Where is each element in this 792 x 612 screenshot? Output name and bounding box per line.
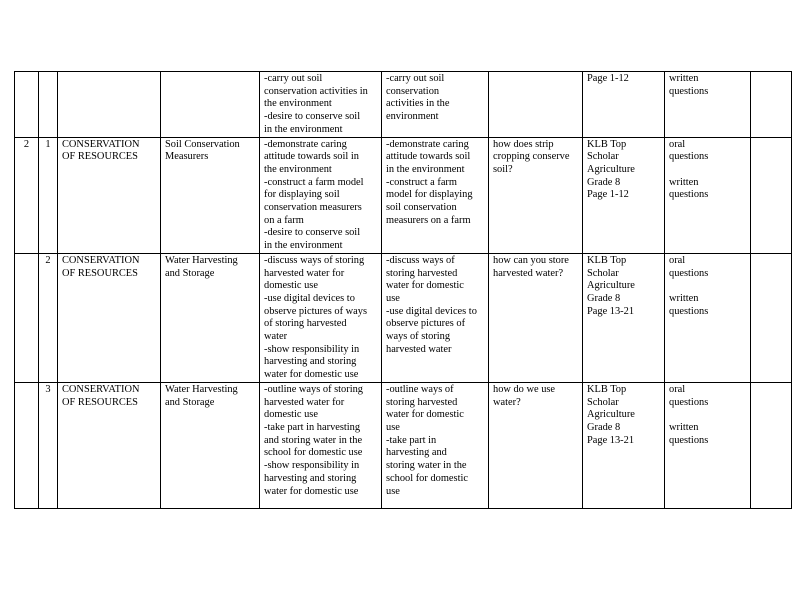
lesson-cell: 2 (39, 253, 58, 382)
resource-line: KLB Top (587, 254, 627, 266)
learning-outcomes-cell (260, 137, 382, 253)
experience-line: measurers on a farm (386, 214, 471, 226)
experience-line: -discuss ways of (386, 254, 455, 266)
assessment-gap (669, 164, 746, 177)
sub-strand-line: Measurers (165, 151, 209, 163)
strand-cell (58, 137, 161, 253)
resources-cell (583, 72, 665, 138)
learning-experiences-cell (382, 253, 489, 382)
resource-line: Grade 8 (587, 176, 621, 188)
remarks-cell (751, 72, 792, 138)
experience-line: -take part in (386, 434, 437, 446)
experience-line: -demonstrate caring (386, 138, 469, 150)
strand-line: OF RESOURCES (62, 151, 138, 163)
assessment-cell (665, 72, 751, 138)
remarks-cell (751, 137, 792, 253)
week-cell: 2 (15, 137, 39, 253)
outcome-line: harvested water for (264, 267, 345, 279)
assessment-line: written (669, 73, 699, 84)
strand-cell (58, 72, 161, 138)
week-cell (15, 72, 39, 138)
lesson-cell (39, 72, 58, 138)
strand-line: CONSERVATION (62, 383, 140, 395)
assessment-line: questions (669, 151, 709, 163)
assessment-line: questions (669, 189, 709, 201)
inquiry-line: water? (493, 396, 521, 408)
assessment-line: questions (669, 396, 709, 408)
resource-line: Scholar (587, 151, 619, 163)
resource-line: Grade 8 (587, 292, 621, 304)
experience-line: -carry out soil (386, 73, 445, 84)
outcome-line: -outline ways of storing (264, 383, 363, 395)
week-cell (15, 382, 39, 508)
strand-cell (58, 382, 161, 508)
lesson-cell: 3 (39, 382, 58, 508)
remarks-cell (751, 253, 792, 382)
strand-line: CONSERVATION (62, 254, 140, 266)
outcome-line: domestic use (264, 280, 318, 292)
outcome-line: in the environment (264, 123, 343, 135)
scheme-of-work-table (14, 71, 792, 509)
learning-outcomes-cell (260, 382, 382, 508)
assessment-cell (665, 137, 751, 253)
assessment-line: questions (669, 434, 709, 446)
resource-line: Page 1-12 (587, 189, 629, 201)
table-row (15, 137, 792, 253)
outcome-line: conservation activities in (264, 85, 368, 97)
assessment-line: oral (669, 138, 686, 150)
resource-line: KLB Top (587, 383, 627, 395)
sub-strand-line: Soil Conservation (165, 138, 240, 150)
outcome-line: -use digital devices to (264, 292, 355, 304)
outcome-line: for displaying soil (264, 189, 340, 201)
outcome-line: -desire to conserve soil (264, 111, 361, 123)
table-row (15, 72, 792, 138)
table-row (15, 253, 792, 382)
experience-line: storing water in the (386, 460, 467, 472)
outcome-line: -show responsibility in (264, 460, 360, 472)
assessment-cell (665, 382, 751, 508)
outcome-line: -show responsibility in (264, 343, 360, 355)
experience-line: harvesting and (386, 447, 447, 459)
assessment-line: written (669, 176, 699, 188)
experience-line: storing harvested (386, 267, 458, 279)
experience-line: use (386, 292, 400, 304)
outcome-line: harvesting and storing (264, 472, 357, 484)
outcome-line: -carry out soil (264, 73, 323, 84)
outcome-line: domestic use (264, 409, 318, 421)
week-cell (15, 253, 39, 382)
sub-strand-line: Water Harvesting (165, 254, 238, 266)
sub-strand-cell (161, 253, 260, 382)
resources-cell (583, 137, 665, 253)
resource-line: KLB Top (587, 138, 627, 150)
outcome-line: in the environment (264, 240, 343, 252)
sub-strand-line: and Storage (165, 396, 215, 408)
resources-cell (583, 382, 665, 508)
experience-line: conservation (386, 85, 440, 97)
outcome-line: -demonstrate caring (264, 138, 347, 150)
resource-line: Scholar (587, 396, 619, 408)
assessment-gap (669, 409, 746, 422)
learning-outcomes-cell (260, 253, 382, 382)
experience-line: use (386, 485, 400, 497)
outcome-line: -desire to conserve soil (264, 227, 361, 239)
experience-line: environment (386, 111, 439, 123)
assessment-cell (665, 253, 751, 382)
sub-strand-line: and Storage (165, 267, 215, 279)
strand-line: CONSERVATION (62, 138, 140, 150)
inquiry-line: harvested water? (493, 267, 564, 279)
remarks-cell (751, 382, 792, 508)
strand-line: OF RESOURCES (62, 267, 138, 279)
experience-line: activities in the (386, 98, 450, 110)
learning-outcomes-cell (260, 72, 382, 138)
assessment-gap (669, 280, 746, 293)
strand-cell (58, 253, 161, 382)
sub-strand-line: Water Harvesting (165, 383, 238, 395)
learning-experiences-cell (382, 382, 489, 508)
inquiry-question-cell (489, 137, 583, 253)
learning-experiences-cell (382, 137, 489, 253)
experience-line: in the environment (386, 163, 465, 175)
assessment-line: oral (669, 254, 686, 266)
assessment-line: written (669, 421, 699, 433)
table-row (15, 382, 792, 508)
experience-line: attitude towards soil (386, 151, 471, 163)
outcome-line: -discuss ways of storing (264, 254, 365, 266)
experience-line: use (386, 421, 400, 433)
resource-line: Agriculture (587, 163, 635, 175)
outcome-line: -take part in harvesting (264, 421, 361, 433)
outcome-line: -construct a farm model (264, 176, 364, 188)
experience-line: water for domestic (386, 409, 464, 421)
experience-line: -outline ways of (386, 383, 454, 395)
outcome-line: water (264, 331, 288, 343)
resource-line: Scholar (587, 267, 619, 279)
sub-strand-cell (161, 72, 260, 138)
resource-line: Agriculture (587, 409, 635, 421)
resource-line: Agriculture (587, 280, 635, 292)
inquiry-question-cell (489, 253, 583, 382)
outcome-line: the environment (264, 163, 332, 175)
outcome-line: of storing harvested (264, 318, 347, 330)
inquiry-line: how can you store (493, 254, 569, 266)
strand-line: OF RESOURCES (62, 396, 138, 408)
inquiry-line: how do we use (493, 383, 556, 395)
assessment-line: questions (669, 267, 709, 279)
experience-line: -use digital devices to (386, 305, 477, 317)
experience-line: observe pictures of (386, 318, 466, 330)
inquiry-line: cropping conserve (493, 151, 570, 163)
outcome-line: harvesting and storing (264, 356, 357, 368)
inquiry-question-cell (489, 72, 583, 138)
experience-line: harvested water (386, 343, 452, 355)
assessment-line: questions (669, 85, 709, 97)
inquiry-line: how does strip (493, 138, 554, 150)
experience-line: -construct a farm (386, 176, 457, 188)
assessment-line: oral (669, 383, 686, 395)
outcome-line: attitude towards soil in (264, 151, 359, 163)
experience-line: school for domestic (386, 472, 468, 484)
resource-line: Page 13-21 (587, 434, 635, 446)
experience-line: water for domestic (386, 280, 464, 292)
outcome-line: and storing water in the (264, 434, 363, 446)
outcome-line: school for domestic use (264, 447, 363, 459)
outcome-line: water for domestic use (264, 485, 359, 497)
experience-line: model for displaying (386, 189, 473, 201)
resource-line: Page 13-21 (587, 305, 635, 317)
outcome-line: conservation measurers (264, 202, 362, 214)
sub-strand-cell (161, 382, 260, 508)
outcome-line: water for domestic use (264, 369, 359, 381)
resource-line: Grade 8 (587, 421, 621, 433)
experience-line: ways of storing (386, 331, 451, 343)
inquiry-line: soil? (493, 163, 513, 175)
experience-line: storing harvested (386, 396, 458, 408)
experience-line: soil conservation (386, 202, 457, 214)
outcome-line: the environment (264, 98, 332, 110)
outcome-line: on a farm (264, 214, 304, 226)
outcome-line: harvested water for (264, 396, 345, 408)
assessment-line: written (669, 292, 699, 304)
assessment-line: questions (669, 305, 709, 317)
resources-cell (583, 253, 665, 382)
outcome-line: observe pictures of ways (264, 305, 368, 317)
lesson-cell: 1 (39, 137, 58, 253)
sub-strand-cell (161, 137, 260, 253)
learning-experiences-cell (382, 72, 489, 138)
inquiry-question-cell (489, 382, 583, 508)
resource-line: Page 1-12 (587, 73, 629, 84)
